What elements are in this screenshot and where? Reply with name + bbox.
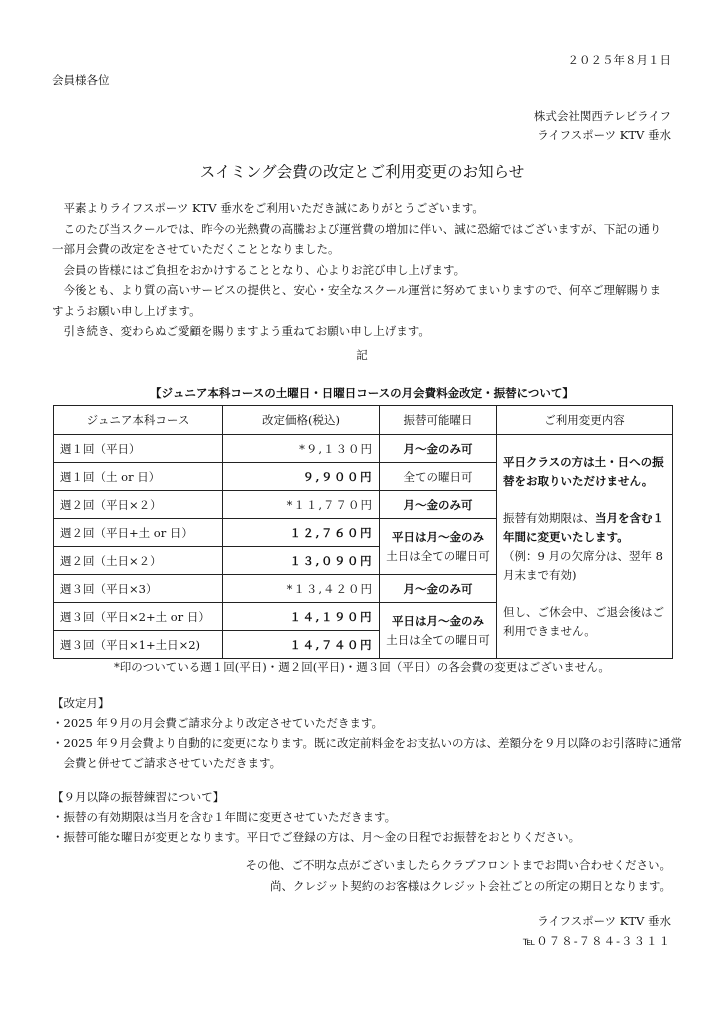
changes-notes-cell (497, 435, 673, 659)
price-cell: １３,０９０円 (223, 547, 380, 575)
table-title: 【ジュニア本科コースの土曜日・日曜日コースの月会費料金改定・振替について】 (150, 386, 574, 400)
note-suspension: 但し、ご休会中、ご退会後はご利用できません。 (503, 604, 664, 638)
revision-item: ・2025 年９月会費より自動的に変更になります。既に改定前料金をお支払いの方は、差額分を９月以降のお引落時に通常会費と併せてご請求させていただきます。 (52, 736, 682, 770)
transfer-days-cell: 月〜金のみ可 (380, 575, 497, 603)
table-header-row (54, 406, 673, 435)
transfer-item: ・振替の有効期限は当月を含む１年間に変更させていただきます。 (52, 810, 397, 824)
transfer-weekend-rule: 土日は全ての曜日可 (386, 632, 490, 647)
transfer-weekend-rule: 土日は全ての曜日可 (386, 548, 490, 563)
price-cell: １４,７４０円 (223, 631, 380, 659)
note-validity-lead: 振替有効期限は、 (503, 510, 595, 525)
transfer-weekday-rule: 平日は月〜金のみ (392, 529, 484, 544)
intro-paragraph: 会員の皆様にはご負担をおかけすることとなり、心よりお詫び申し上げます。 (63, 262, 466, 277)
closing-inquiry: その他、ご不明な点がございましたらクラブフロントまでお問い合わせください。 (245, 858, 671, 872)
course-cell: 週２回（平日+土 or 日） (54, 519, 223, 547)
header-course: ジュニア本科コース (54, 406, 223, 435)
closing-credit-note: 尚、クレジット契約のお客様はクレジット会社ごとの所定の期日となります。 (269, 879, 671, 893)
document-date: ２０２５年８月１日 (567, 53, 671, 67)
transfer-weekday-rule: 平日は月〜金のみ (392, 613, 484, 628)
recipient-line: 会員様各位 (52, 73, 110, 87)
table-row (54, 435, 673, 463)
transfer-days-cell: 月〜金のみ可 (380, 491, 497, 519)
note-validity (503, 509, 666, 547)
course-cell: 週１回（平日） (54, 435, 223, 463)
transfer-days-cell: 月〜金のみ可 (380, 435, 497, 463)
price-cell: １４,１９０円 (223, 603, 380, 631)
note-no-weekend-transfer: 平日クラスの方は土・日への振替をお取りいただけません。 (503, 454, 664, 488)
revision-section (52, 693, 682, 773)
intro-paragraph: このたび当スクールでは、昨今の光熱費の高騰および運営費の増加に伴い、誠に恐縮ではございますが、下記の通り一部月会費の改定をさせていただくこととなりました。 (52, 221, 662, 256)
course-cell: 週２回（平日×２） (54, 491, 223, 519)
branch-name: ライフスポーツ KTV 垂水 (537, 128, 671, 142)
intro-text (52, 198, 672, 342)
intro-paragraph: 引き続き、変わらぬご愛顧を賜りますよう重ねてお願い申し上げます。 (63, 324, 430, 338)
company-name: 株式会社関西テレビライフ (533, 109, 671, 123)
transfer-heading: 【９月以降の振替練習について】 (52, 790, 225, 804)
table-footnote: *印のついている週１回(平日)・週２回(平日)・週３回（平日）の各会費の変更はございません。 (114, 660, 610, 674)
course-cell: 週３回（平日×2+土 or 日） (54, 603, 223, 631)
price-cell: １２,７６０円 (223, 519, 380, 547)
header-transfer-days: 振替可能曜日 (380, 406, 497, 435)
price-cell: *１３,４２０円 (223, 575, 380, 603)
intro-paragraph: 平素よりライフスポーツ KTV 垂水をご利用いただき誠にありがとうございます。 (63, 201, 484, 215)
course-cell: 週３回（平日×1+土日×2) (54, 631, 223, 659)
price-cell: ９,９００円 (223, 463, 380, 491)
course-cell: 週３回（平日×3） (54, 575, 223, 603)
footer-branch: ライフスポーツ KTV 垂水 (537, 914, 671, 928)
fee-table (53, 405, 673, 659)
header-price: 改定価格(税込) (223, 406, 380, 435)
revision-item: ・2025 年９月の月会費ご請求分より改定させていただきます。 (52, 716, 383, 730)
transfer-days-cell (380, 603, 497, 659)
price-cell: *９,１３０円 (223, 435, 380, 463)
footer-phone: ℡０７８-７８４-３３１１ (522, 934, 671, 948)
page-title: スイミング会費の改定とご利用変更のお知らせ (199, 163, 525, 181)
course-cell: 週１回（土 or 日） (54, 463, 223, 491)
transfer-days-cell (380, 519, 497, 575)
ki-mark: 記 (356, 348, 368, 362)
transfer-days-cell: 全ての曜日可 (380, 463, 497, 491)
note-validity-emphasis: 当月を含む１年間に変更いたします。 (503, 510, 664, 544)
note-example: （例：9 月の欠席分は、翌年 8 月末まで有効) (503, 548, 663, 582)
transfer-item: ・振替可能な曜日が変更となります。平日でご登録の方は、月〜金の日程でお振替をおとりください。 (52, 830, 581, 844)
transfer-section (52, 787, 682, 847)
header-changes: ご利用変更内容 (497, 406, 673, 435)
intro-paragraph: 今後とも、より質の高いサービスの提供と、安心・安全なスクール運営に努めてまいりますので、何卒ご理解賜りますようお願い申し上げます。 (52, 283, 662, 318)
price-cell: *１１,７７０円 (223, 491, 380, 519)
revision-heading: 【改定月】 (52, 696, 110, 710)
course-cell: 週２回（土日×２） (54, 547, 223, 575)
